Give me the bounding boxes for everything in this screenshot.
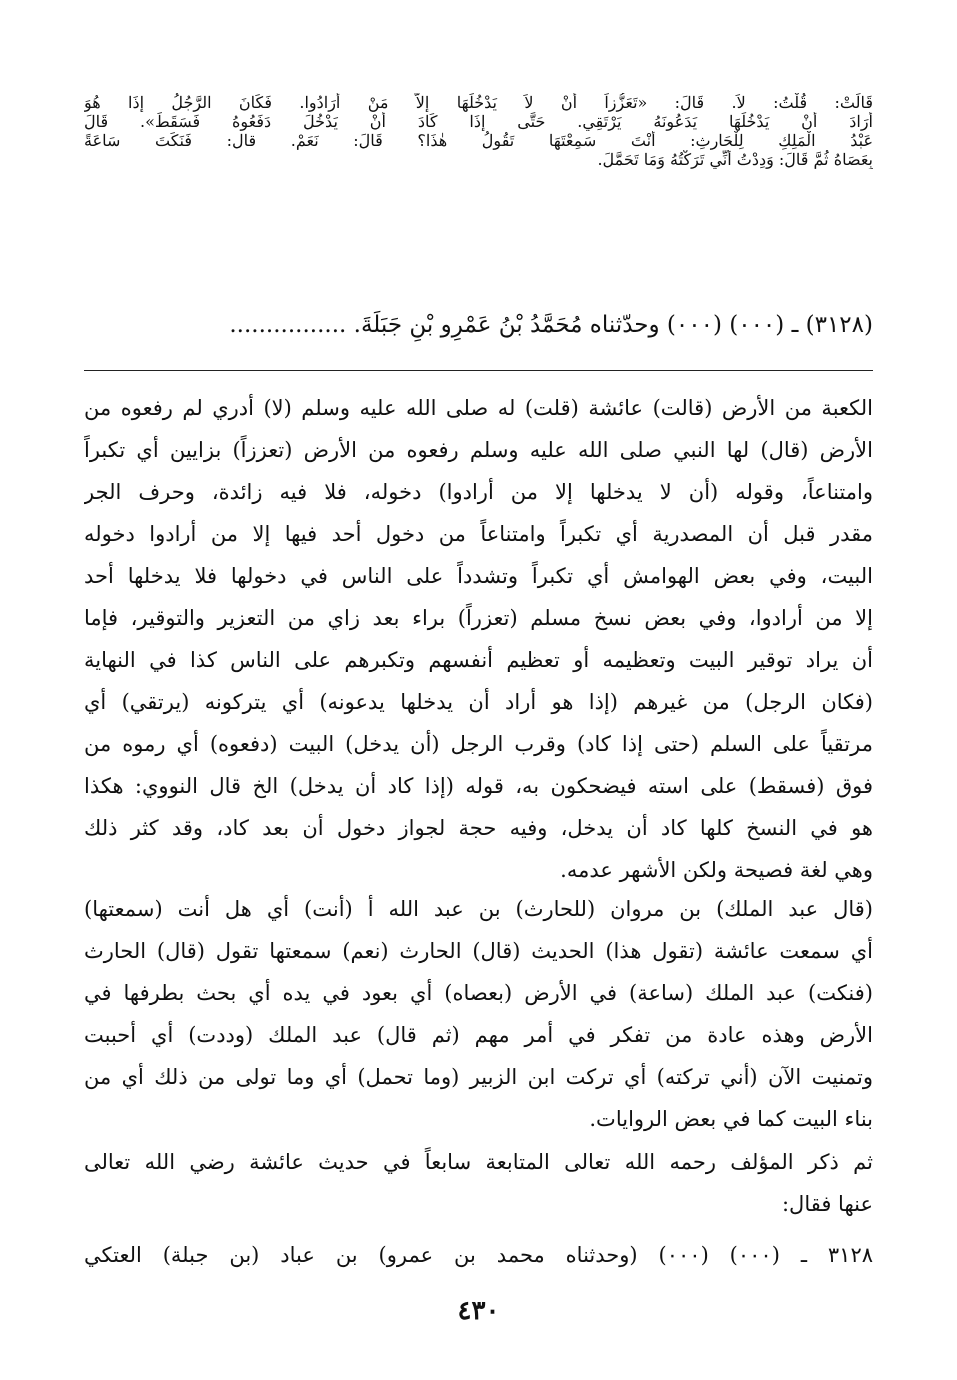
hadith-line: عَبْدُ الْمَلِكِ لِلْحَارِثِ: أَنْتَ سَمِعْتَهَا تَقُولُ هٰذَا؟ قَالَ: نَعَمْ. قال: فَنَكَتَ سَاعَةً <box>84 131 873 150</box>
commentary-line: الأرض (قال) لها النبي صلى الله عليه وسلم رفعوه من الأرض (تعززاً) بزايين أي تكبراً <box>84 438 873 462</box>
commentary-line: مقدر قبل أن المصدرية أي تكبراً وامتناعاً من دخول أحد فيها إلا من أرادوا دخوله <box>84 522 873 546</box>
commentary-line: عنها فقال: <box>781 1192 873 1216</box>
commentary-line: (فنكت) عبد الملك (ساعة) في الأرض (بعصاه) أي بعود في يده أي بحث بطرفها في <box>84 981 873 1005</box>
commentary-line: أن يراد توقير البيت وتعظيمه أو تعظيم أنفسهم وتكبرهم على الناس كذا في النهاية <box>84 648 873 672</box>
commentary-paragraph <box>84 1141 873 1225</box>
commentary-line: ٣١٢٨ ـ (٠٠٠) (٠٠٠) (وحدثناه محمد بن عمرو) بن عباد (بن جبلة) العتكي <box>84 1243 873 1267</box>
commentary-line: وهي لغة فصيحة ولكن الأشهر عدمه. <box>560 858 873 882</box>
commentary-line: الكعبة من الأرض (قالت) عائشة (قلت) له صلى الله عليه وسلم (لا) أدري لم رفعوه من <box>84 396 873 420</box>
commentary-line: (فكان الرجل) من غيرهم (إذا هو أراد أن يدخلها يدعونه) أي يتركونه (يرتقي) أي <box>84 690 873 714</box>
page-number: ٤٣٠ <box>457 1296 500 1326</box>
commentary-line: بناء البيت كما في بعض الروايات. <box>589 1107 873 1131</box>
commentary-line: وتمنيت الآن (أني تركته) أي تركت ابن الزبير (وما تحمل) أي وما تولى من ذلك أي من <box>84 1065 873 1089</box>
commentary-line: الأرض وهذه عادة من تفكر في أمر مهم (ثم قال) عبد الملك (وددت) أي أحببت <box>84 1023 873 1047</box>
commentary-paragraph <box>84 888 873 1140</box>
commentary-paragraph <box>84 387 873 891</box>
commentary-line: أي سمعت عائشة (تقول هذا) الحديث (قال) الحارث (نعم) سمعتها تقول (قال) الحارث <box>84 939 873 963</box>
footnote-divider <box>84 370 873 371</box>
commentary-line: إلا من أرادوا، وفي بعض نسخ مسلم (تعزراً) براء بعد زاي من التعزير والتوقير، فإما <box>84 606 873 630</box>
commentary-line: هو في النسخ كلها كاد أن يدخل، وفيه حجة لجواز دخول أن بعد كاد، وقد كثر ذلك <box>84 816 873 840</box>
commentary-line: (قال عبد الملك) بن مروان (للحارث) بن عبد الله أ (أنت) أي هل أنت (سمعتها) <box>84 897 873 921</box>
commentary-line: مرتقياً على السلم (حتى إذا كاد) وقرب الرجل (أن يدخل) البيت (دفعوه) أي رموه من <box>84 732 873 756</box>
hadith-text-block <box>84 93 873 169</box>
hadith-chain-text: (٣١٢٨) ـ (٠٠٠) (٠٠٠) وحدّثناه مُحَمَّدُ بْنُ عَمْرِو بْنِ جَبَلَةَ. <box>353 312 873 338</box>
commentary-line: ثم ذكر المؤلف رحمه الله تعالى المتابعة سابعاً في حديث عائشة رضي الله تعالى <box>84 1150 873 1174</box>
hadith-line: أَرَادَ أَنْ يَدْخُلَهَا يَدَعُونَهُ يَرْتَقِي. حَتَّى إِذَا كَادَ أَنْ يَدْخُلَ دَفَعُوهُ فَسَقَطَ». قَالَ <box>84 112 873 131</box>
commentary-line: وامتناعاً، وقوله (أن لا يدخلها إلا من أرادوا) دخوله، فلا فيه زائدة، وحرف الجر <box>84 480 873 504</box>
hadith-number-line <box>84 300 873 350</box>
commentary-line: فوق (فسقط) على استه فيضحكون به، قوله (إذا كاد أن يدخل) الخ قال النووي: هكذا <box>84 774 873 798</box>
hadith-line: بِعَصَاهُ ثُمَّ قَالَ: وَدِدْتُ أَنِّي تَرَكْتُهُ وَمَا تَحَمَّلَ. <box>597 150 873 169</box>
commentary-paragraph <box>84 1234 873 1276</box>
ellipsis-dots: ................ <box>229 312 347 338</box>
hadith-line: قَالَتْ: قُلْتُ: لاَ. قَالَ: «تَعَزُّزاً أَنْ لاَ يَدْخُلَهَا إِلاَّ مَنْ أَرَادُوا. فَكَانَ الرَّجُلُ إِذَا هُوَ <box>84 93 873 112</box>
commentary-line: البيت، وفي بعض الهوامش أي تكبراً وتشدداً على الناس في دخولها فلا يدخلها أحد <box>84 564 873 588</box>
